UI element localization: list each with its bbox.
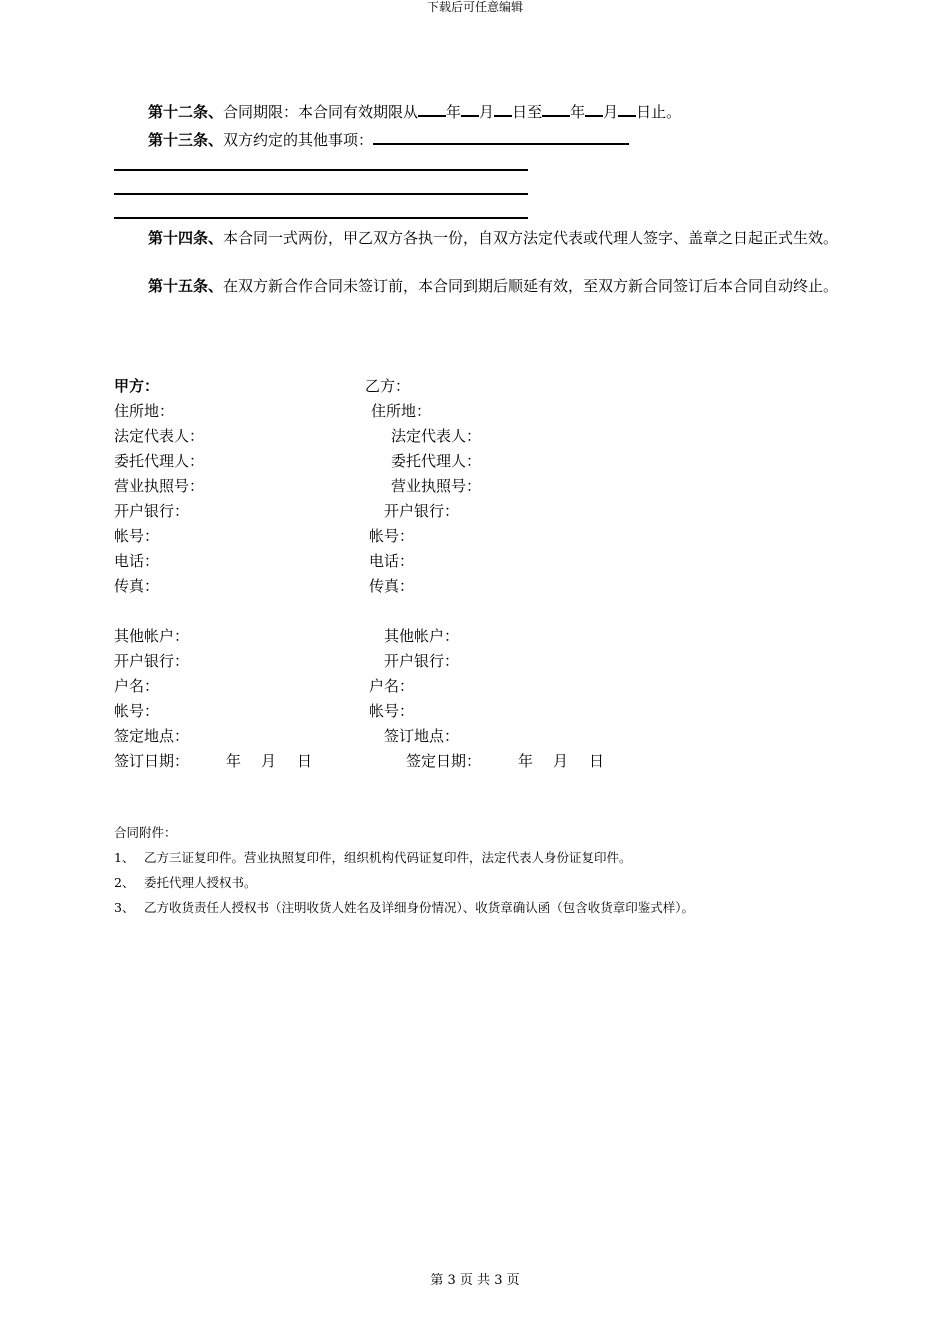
day-end-label: 日止。 xyxy=(636,103,682,121)
party-b-bank2: 开户银行： xyxy=(384,652,460,670)
party-b-date-month: 月 xyxy=(553,752,569,770)
blank-line xyxy=(114,169,528,171)
clause-14-text: 本合同一式两份，甲乙双方各执一份，自双方法定代表或代理人签字、盖章之日起正式生效。 xyxy=(223,229,839,247)
party-b-legal-rep: 法定代表人： xyxy=(391,427,482,445)
page-footer: 第 3 页 共 3 页 xyxy=(430,1273,520,1288)
party-b-account2: 帐号： xyxy=(369,702,415,720)
party-a-account: 帐号： xyxy=(114,527,160,545)
year-label: 年 xyxy=(570,103,586,121)
clause-13 xyxy=(114,128,858,153)
page-header: 下载后可任意编辑 xyxy=(426,0,523,14)
party-b-title: 乙方： xyxy=(365,377,411,395)
party-b-account-name: 户名： xyxy=(369,677,415,695)
party-a-bank: 开户银行： xyxy=(114,502,190,520)
clause-15 xyxy=(114,274,858,299)
clause-12 xyxy=(114,100,858,125)
blank-line xyxy=(114,217,528,219)
attachment-text: 委托代理人授权书。 xyxy=(144,875,257,890)
party-b-date-day: 日 xyxy=(589,752,605,770)
month-label: 月 xyxy=(479,103,495,121)
attachment-item xyxy=(114,875,257,891)
party-a-other-account: 其他帐户： xyxy=(114,627,190,645)
party-b-sign-place: 签订地点： xyxy=(384,727,460,745)
blank-other-matters xyxy=(373,128,629,145)
blank-start-day xyxy=(494,100,512,117)
party-a-phone: 电话： xyxy=(114,552,160,570)
party-b-sign-date: 签定日期： xyxy=(406,752,482,770)
blank-end-day xyxy=(618,100,636,117)
clause-15-text: 在双方新合作合同未签订前，本合同到期后顺延有效，至双方新合同签订后本合同自动终止。 xyxy=(223,277,839,295)
month-label: 月 xyxy=(603,103,619,121)
party-a-license: 营业执照号： xyxy=(114,477,205,495)
day-to-label: 日至 xyxy=(512,103,543,121)
party-a-sign-date: 签订日期： xyxy=(114,752,190,770)
party-a-agent: 委托代理人： xyxy=(114,452,205,470)
blank-line xyxy=(114,193,528,195)
attachment-item xyxy=(114,900,694,916)
blank-start-month xyxy=(461,100,479,117)
party-a-bank2: 开户银行： xyxy=(114,652,190,670)
party-b-bank: 开户银行： xyxy=(384,502,460,520)
attachment-text: 乙方三证复印件。营业执照复印件，组织机构代码证复印件，法定代表人身份证复印件。 xyxy=(144,850,632,865)
party-a-title: 甲方： xyxy=(114,377,160,395)
party-b-fax: 传真： xyxy=(369,577,415,595)
clause-12-text: 合同期限：本合同有效期限从 xyxy=(223,103,419,121)
party-b-agent: 委托代理人： xyxy=(391,452,482,470)
blank-start-year xyxy=(418,100,446,117)
clause-13-title: 第十三条、 xyxy=(148,131,224,149)
party-a-legal-rep: 法定代表人： xyxy=(114,427,205,445)
party-b-address: 住所地： xyxy=(371,402,432,420)
party-a-account2: 帐号： xyxy=(114,702,160,720)
party-a-fax: 传真： xyxy=(114,577,160,595)
clause-15-title: 第十五条、 xyxy=(148,277,224,295)
blank-end-month xyxy=(585,100,603,117)
attachment-item xyxy=(114,850,632,866)
attachments-title: 合同附件： xyxy=(114,825,177,840)
clause-13-text: 双方约定的其他事项： xyxy=(223,131,374,149)
clause-14 xyxy=(114,226,858,251)
party-a-address: 住所地： xyxy=(114,402,175,420)
clause-12-title: 第十二条、 xyxy=(148,103,224,121)
party-b-phone: 电话： xyxy=(369,552,415,570)
party-a-date-month: 月 xyxy=(261,752,277,770)
party-a-sign-place: 签定地点： xyxy=(114,727,190,745)
clause-14-title: 第十四条、 xyxy=(148,229,224,247)
party-a-account-name: 户名： xyxy=(114,677,160,695)
party-b-other-account: 其他帐户： xyxy=(384,627,460,645)
year-label: 年 xyxy=(446,103,462,121)
attachment-number: 1、 xyxy=(114,850,135,865)
party-b-license: 营业执照号： xyxy=(391,477,482,495)
attachment-number: 3、 xyxy=(114,900,135,915)
party-b-date-year: 年 xyxy=(518,752,534,770)
party-b-account: 帐号： xyxy=(369,527,415,545)
party-a-date-day: 日 xyxy=(297,752,313,770)
attachment-number: 2、 xyxy=(114,875,135,890)
blank-end-year xyxy=(542,100,570,117)
party-a-date-year: 年 xyxy=(226,752,242,770)
attachment-text: 乙方收货责任人授权书（注明收货人姓名及详细身份情况）、收货章确认函（包含收货章印鉴式样）。 xyxy=(144,900,695,915)
